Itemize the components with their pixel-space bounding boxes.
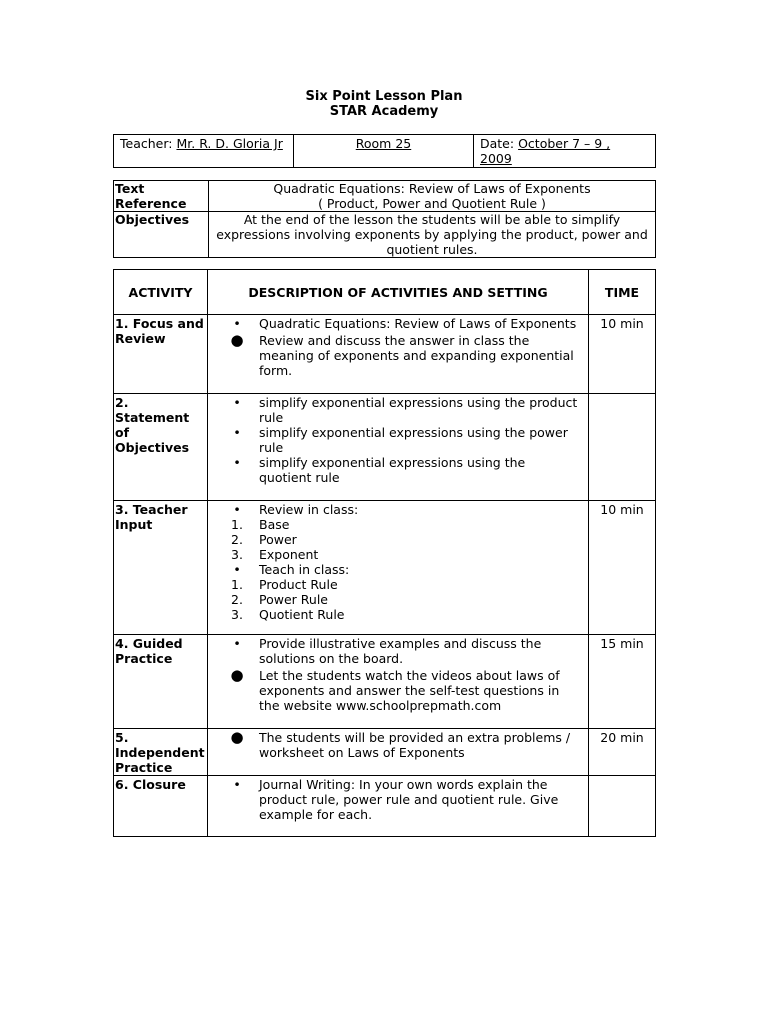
activity-time (589, 394, 656, 501)
date-label: Date: (480, 136, 515, 151)
activity-time: 10 min (589, 501, 656, 635)
activity-header: ACTIVITY (114, 270, 208, 315)
header-table (113, 134, 656, 168)
date-value: October 7 – 9 , (518, 136, 611, 151)
activity-description (208, 394, 589, 501)
list-item: 1. Product Rule (231, 577, 338, 592)
activity-description (208, 776, 589, 837)
date-cell (474, 135, 656, 168)
objectives-label: Objectives (114, 212, 209, 258)
room-cell (294, 135, 474, 168)
teacher-name: Mr. R. D. Gloria Jr (176, 136, 283, 151)
list-item: 1. Base (231, 517, 290, 532)
activity-name: 5. Independent Practice (114, 729, 208, 776)
activity-row (114, 501, 656, 635)
list-item: • Teach in class: (233, 562, 350, 577)
list-item: 2. Power (231, 532, 297, 547)
list-item: • Provide illustrative examples and discuss the solutions on the board. (233, 636, 542, 666)
activity-name: 1. Focus and Review (114, 315, 208, 394)
activity-time: 10 min (589, 315, 656, 394)
list-item: • simplify exponential expressions using the quotient rule (233, 455, 526, 485)
activity-time: 15 min (589, 635, 656, 729)
activity-time: 20 min (589, 729, 656, 776)
activity-description (208, 315, 589, 394)
activity-row (114, 635, 656, 729)
text-reference-value: Quadratic Equations: Review of Laws of Exponents ( Product, Power and Quotient Rule ) (209, 181, 656, 212)
list-item: • Quadratic Equations: Review of Laws of Exponents (233, 316, 577, 331)
school-name: STAR Academy (329, 104, 439, 119)
activity-name: 6. Closure (114, 776, 208, 837)
teacher-cell (114, 135, 294, 168)
room-number: Room 25 (355, 136, 412, 151)
activity-name: 2. Statement of Objectives (114, 394, 208, 501)
list-item: 3. Exponent (231, 547, 319, 562)
list-item: 3. Quotient Rule (231, 607, 345, 622)
activity-name: 4. Guided Practice (114, 635, 208, 729)
activity-time (589, 776, 656, 837)
teacher-label: Teacher: (120, 136, 173, 151)
list-item: ● Let the students watch the videos about laws of exponents and answer the self-test questions in the website www.schoolprepmath.com (230, 666, 560, 713)
activity-description (208, 635, 589, 729)
info-table (113, 180, 656, 258)
list-item: ● Review and discuss the answer in class the meaning of exponents and expanding exponential form. (230, 331, 574, 378)
activity-table (113, 269, 656, 837)
activity-name: 3. Teacher Input (114, 501, 208, 635)
activity-row (114, 776, 656, 837)
activity-description (208, 729, 589, 776)
description-header: DESCRIPTION OF ACTIVITIES AND SETTING (208, 270, 589, 315)
activity-row (114, 729, 656, 776)
list-item: • Review in class: (233, 502, 359, 517)
activity-description (208, 501, 589, 635)
date-year: 2009 (480, 151, 512, 166)
text-reference-label: Text Reference (114, 181, 209, 212)
list-item: • simplify exponential expressions using the product rule (233, 395, 578, 425)
document-title: Six Point Lesson Plan (305, 89, 463, 104)
objectives-value: At the end of the lesson the students will be able to simplify expressions involving exponents by applying the product, power and quotient rules. (209, 212, 656, 258)
list-item: • Journal Writing: In your own words explain the product rule, power rule and quotient rule. Give example for each. (233, 777, 559, 822)
activity-row (114, 315, 656, 394)
list-item: 2. Power Rule (231, 592, 328, 607)
time-header: TIME (589, 270, 656, 315)
activity-row (114, 394, 656, 501)
list-item: • simplify exponential expressions using the power rule (233, 425, 568, 455)
list-item: ● The students will be provided an extra problems / worksheet on Laws of Exponents (230, 728, 571, 760)
